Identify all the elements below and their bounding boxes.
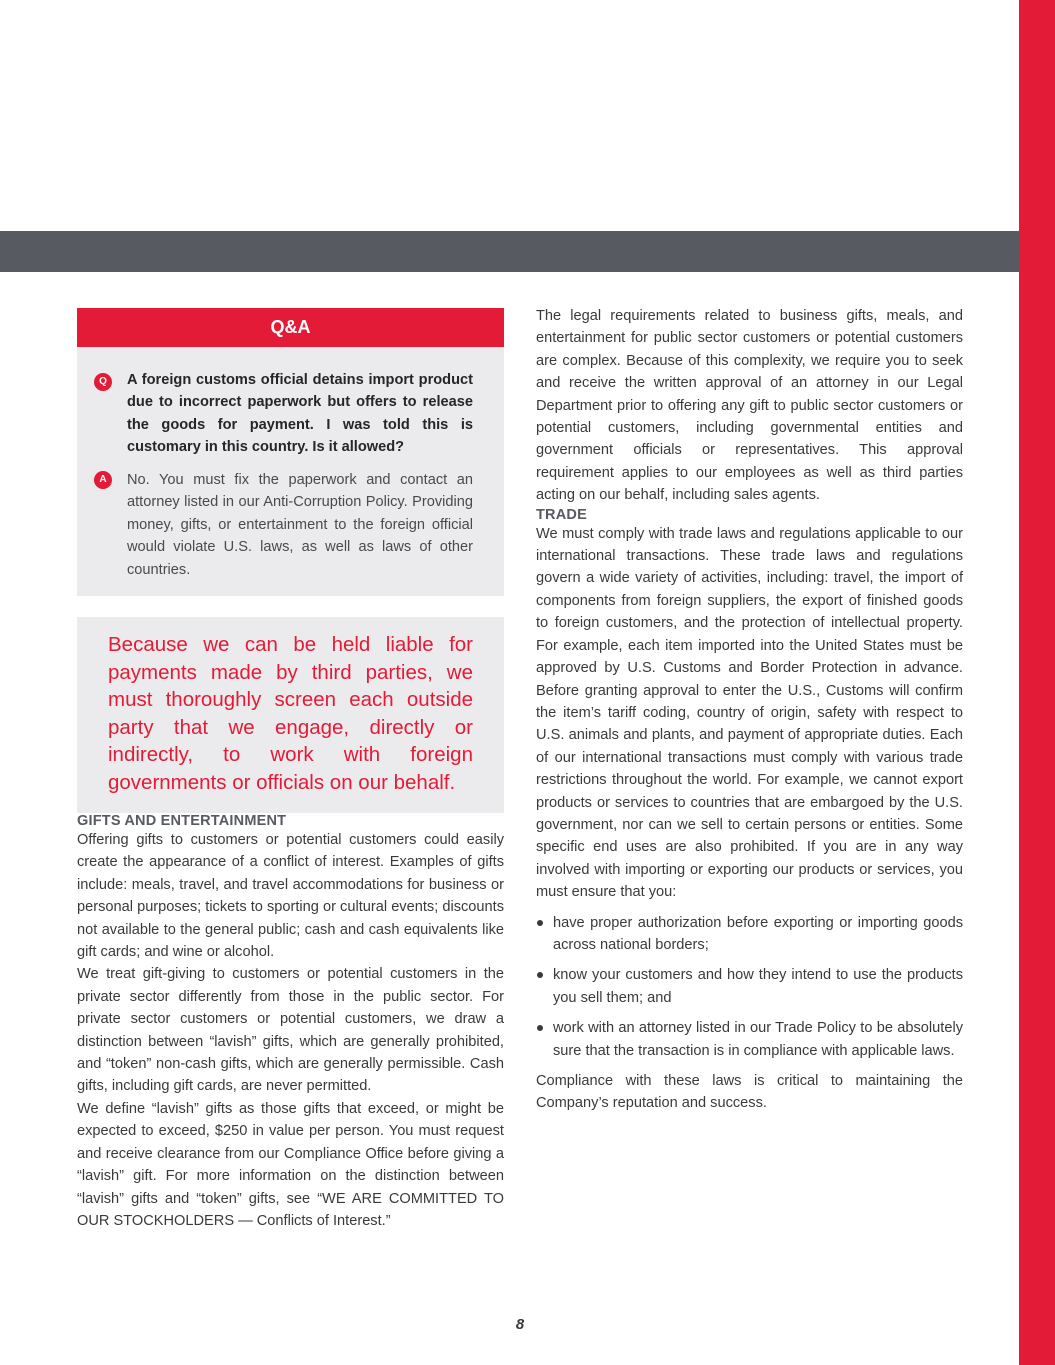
pull-quote: Because we can be held liable for payments made by third parties, we must thoroughly screen each outside party that we engage, directly or indirectly, to work with foreign governments or officials on our behalf. <box>108 633 473 794</box>
answer-badge-icon: A <box>94 471 112 489</box>
gifts-heading: GIFTS AND ENTERTAINMENT <box>77 813 287 829</box>
bullet-icon <box>537 920 543 926</box>
gifts-paragraph: We define “lavish” gifts as those gifts that exceed, or might be expected to exceed, $250 in value per person. You must request and receive clearance from our Compliance Office before giving a “lavish” gift. For more information on the distinction between “lavish” gifts and “token” gifts, see “WE ARE COMMITTED TO OUR STOCKHOLDERS — Conflicts of Interest.” <box>77 1100 504 1229</box>
bullet-text: have proper authorization before exporting or importing goods across national borders; <box>553 914 963 953</box>
left-column <box>77 308 504 1232</box>
right-column <box>536 305 963 1115</box>
list-item <box>536 912 963 957</box>
gifts-paragraph: Offering gifts to customers or potential customers could easily create the appearance of a conflict of interest. Examples of gifts include: meals, travel, and travel accommodations for business or personal purposes; tickets to sporting or cultural events; discounts not available to the general public; cash and cash equivalents like gift cards; and wine or alcohol. <box>77 832 504 961</box>
qa-panel <box>77 308 504 596</box>
list-item <box>536 964 963 1009</box>
trade-heading: TRADE <box>536 506 587 523</box>
qa-question: A foreign customs official detains import product due to incorrect paperwork but offers to release the goods for payment. I was told this is customary in this country. Is it allowed? <box>127 372 473 456</box>
list-item <box>536 1017 963 1062</box>
trade-closing-paragraph: Compliance with these laws is critical to maintaining the Company’s reputation and success. <box>536 1073 963 1112</box>
qa-heading: Q&A <box>77 308 504 347</box>
gifts-paragraph: We treat gift-giving to customers or potential customers in the private sector differently from those in the public sector. For private sector customers or potential customers, we draw a distinction between “lavish” gifts, which are generally prohibited, and “token” non-cash gifts, which are generally permissible. Cash gifts, including gift cards, are never permitted. <box>77 966 504 1095</box>
trade-paragraph: We must comply with trade laws and regulations applicable to our international transactions. These trade laws and regulations govern a wide variety of activities, including: travel, the import of components from foreign suppliers, the export of finished goods to foreign customers, and the protection of intellectual property. For example, each item imported into the United States must be approved by U.S. Customs and Border Protection in advance. Before granting approval to enter the U.S., Customs will confirm the item’s tariff coding, country of origin, safety with respect to U.S. animals and plants, and payment of appropriate duties. Each of our international transactions must comply with various trade restrictions throughout the world. For example, we cannot export products or services to countries that are embargoed by the U.S. government, nor can we sell to certain persons or entities. Some specific end uses are also prohibited. If you are in any way involved with importing or exporting our products or services, you must ensure that you: <box>536 525 963 901</box>
bullet-icon <box>537 972 543 978</box>
trade-bullet-list <box>536 912 963 1062</box>
qa-answer: No. You must fix the paperwork and contact an attorney listed in our Anti-Corruption Policy. Providing money, gifts, or entertainment to the foreign official would violate U.S. laws, as well as laws of other countries. <box>127 472 473 578</box>
question-badge-icon: Q <box>94 373 112 391</box>
page-number: 8 <box>515 1316 525 1333</box>
bullet-icon <box>537 1025 543 1031</box>
header-band <box>0 231 1019 272</box>
right-edge-accent-bar <box>1019 0 1055 1365</box>
public-sector-paragraph: The legal requirements related to business gifts, meals, and entertainment for public sector customers or potential customers are complex. Because of this complexity, we require you to seek and receive the written approval of an attorney in our Legal Department prior to offering any gift to public sector customers or potential customers, including governmental entities and government officials or representatives. This approval requirement applies to our employees as well as third parties acting on our behalf, including sales agents. <box>536 308 963 504</box>
bullet-text: know your customers and how they intend to use the products you sell them; and <box>553 967 963 1006</box>
pull-quote-panel <box>77 617 504 813</box>
bullet-text: work with an attorney listed in our Trade Policy to be absolutely sure that the transaction is in compliance with applicable laws. <box>553 1020 963 1059</box>
